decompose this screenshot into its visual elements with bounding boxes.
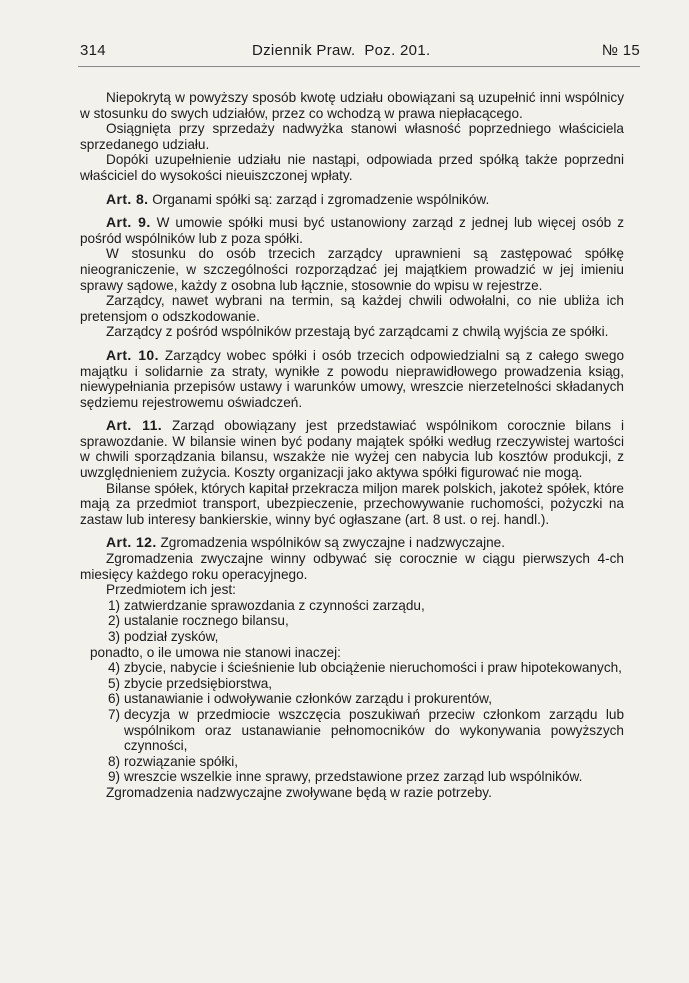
list-item: [80, 691, 624, 707]
article-8: [80, 192, 624, 208]
article-text: Zarząd obowiązany jest przedstawiać wspólnikom corocznie bilans i sprawozdanie. W bilansie winen być podany majątek spółki według rzeczywistej wartości w chwili sporządzania bilansu, wszakże nie wyżej cen nabycia lub kosztów produkcji, z uwzględnieniem zużycia. Koszty organizacji jako aktywa spółki figurować nie mogą.: [80, 418, 625, 481]
list-item: [80, 598, 624, 614]
article-9: [80, 215, 624, 246]
list-item-number: 2): [108, 613, 121, 629]
article-text: Organami spółki są: zarząd i zgromadzenie wspólników.: [152, 191, 490, 207]
paragraph: Przedmiotem ich jest:: [106, 582, 236, 598]
list-item: [80, 629, 624, 645]
list-item-number: 9): [108, 769, 121, 785]
list-item-text: rozwiązanie spółki,: [124, 753, 239, 769]
list-item: [80, 613, 624, 629]
list-item-text: ustanawianie i odwoływanie członków zarządu i prokurentów,: [124, 691, 492, 707]
paragraph: Zgromadzenia zwyczajne winny odbywać się corocznie w ciągu pierwszych 4-ch miesięcy każdego roku operacyjnego.: [80, 551, 624, 582]
paragraph: Zarządcy, nawet wybrani na termin, są każdej chwili odwołalni, co nie ubliża ich pretensjom o odszkodowanie.: [80, 293, 624, 324]
list-item-number: 5): [108, 675, 121, 691]
list-item-text: zatwierdzanie sprawozdania z czynności zarządu,: [124, 597, 425, 613]
article-text: Zgromadzenia wspólników są zwyczajne i nadzwyczajne.: [160, 535, 505, 551]
list-item-number: 6): [108, 691, 121, 707]
list-item-text: zbycie przedsiębiorstwa,: [124, 675, 273, 691]
list-item-text: podział zysków,: [124, 629, 219, 644]
article-label: Art. 8.: [106, 190, 149, 207]
paragraph: ponadto, o ile umowa nie stanowi inaczej:: [90, 644, 341, 660]
list-item-text: wreszcie wszelkie inne sprawy, przedstawione przez zarząd lub wspólników.: [124, 769, 583, 785]
list-item-number: 1): [108, 597, 121, 613]
document-body: [80, 90, 624, 801]
list-item-number: 8): [108, 753, 121, 769]
list-additional: [80, 660, 624, 785]
article-label: Art. 12.: [106, 534, 157, 551]
list-item-text: ustalanie rocznego bilansu,: [124, 613, 289, 629]
header-rule: [78, 66, 640, 67]
article-label: Art. 10.: [106, 346, 159, 363]
paragraph: Osiągnięta przy sprzedaży nadwyżka stanowi własność poprzedniego właściciela sprzedanego udziału.: [80, 121, 624, 152]
article-label: Art. 11.: [106, 417, 163, 434]
page-header: [80, 42, 640, 62]
journal-title: [252, 42, 430, 59]
list-item-number: 3): [108, 629, 121, 644]
article-11: [80, 418, 624, 480]
list-item: [80, 676, 624, 692]
journal-name: Dziennik Praw.: [252, 42, 356, 59]
paragraph: Zgromadzenia nadzwyczajne zwoływane będą w razie potrzeby.: [106, 784, 492, 800]
paragraph: Zarządcy z pośród wspólników przestają być zarządcami z chwilą wyjścia ze spółki.: [106, 324, 609, 340]
list-item-number: 7): [108, 706, 121, 722]
paragraph: Niepokrytą w powyższy sposób kwotę udziału obowiązani są uzupełnić inni wspólnicy w stosunku do swych udziałów, przez co wchodzą w prawa niepłacącego.: [80, 90, 624, 121]
article-label: Art. 9.: [106, 214, 151, 231]
list-item-text: decyzja w przedmiocie wszczęcia poszukiwań przeciw członkom zarządu lub wspólnikom oraz ustanawianie pełnomocników do wykonywania powyższych czynności,: [124, 706, 624, 754]
list-item: [80, 660, 624, 676]
position-number: Poz. 201.: [364, 42, 431, 59]
article-text: W umowie spółki musi być ustanowiony zarząd z jednej lub więcej osób z pośród wspólników lub z poza spółki.: [80, 215, 624, 246]
list-item: [80, 769, 624, 785]
article-10: [80, 348, 624, 410]
article-text: Zarządcy wobec spółki i osób trzecich odpowiedzialni są z całego swego majątku i solidarnie za straty, wynikłe z powodu nieprawidłowego prowadzenia ksiąg, niewypełniania przepisów ustawy i warunków umowy, wreszcie nierzetelności składanych sędziemu rejestrowemu oświadczeń.: [80, 347, 624, 410]
list-item: [80, 754, 624, 770]
paragraph: W stosunku do osób trzecich zarządcy uprawnieni są zastępować spółkę nieograniczenie, w szczególności rozporządzać jej majątkiem prowadzić w jej imieniu sprawy sądowe, każdy z osobna lub łącznie, stosownie do wpisu w rejestrze.: [80, 246, 624, 293]
list-item: [80, 707, 624, 754]
issue-number: № 15: [601, 42, 640, 59]
article-12: [80, 535, 624, 551]
paragraph: Bilanse spółek, których kapitał przekracza miljon marek polskich, jakoteż spółek, które mają za przedmiot transport, ubezpieczenie, przechowywanie ruchomości, pożyczki na zastaw lub interesy bankierskie, winny być ogłaszane (art. 8 ust. o rej. handl.).: [80, 480, 624, 527]
list-ordinary: [80, 598, 624, 645]
paragraph: Dopóki uzupełnienie udziału nie nastąpi, odpowiada przed spółką także poprzedni właściciel do wysokości nieuiszczonej wpłaty.: [80, 152, 624, 183]
list-item-text: zbycie, nabycie i ścieśnienie lub obciążenie nieruchomości i praw hipotekowanych,: [124, 660, 622, 676]
page-number: 314: [80, 42, 106, 59]
list-item-number: 4): [108, 660, 121, 676]
